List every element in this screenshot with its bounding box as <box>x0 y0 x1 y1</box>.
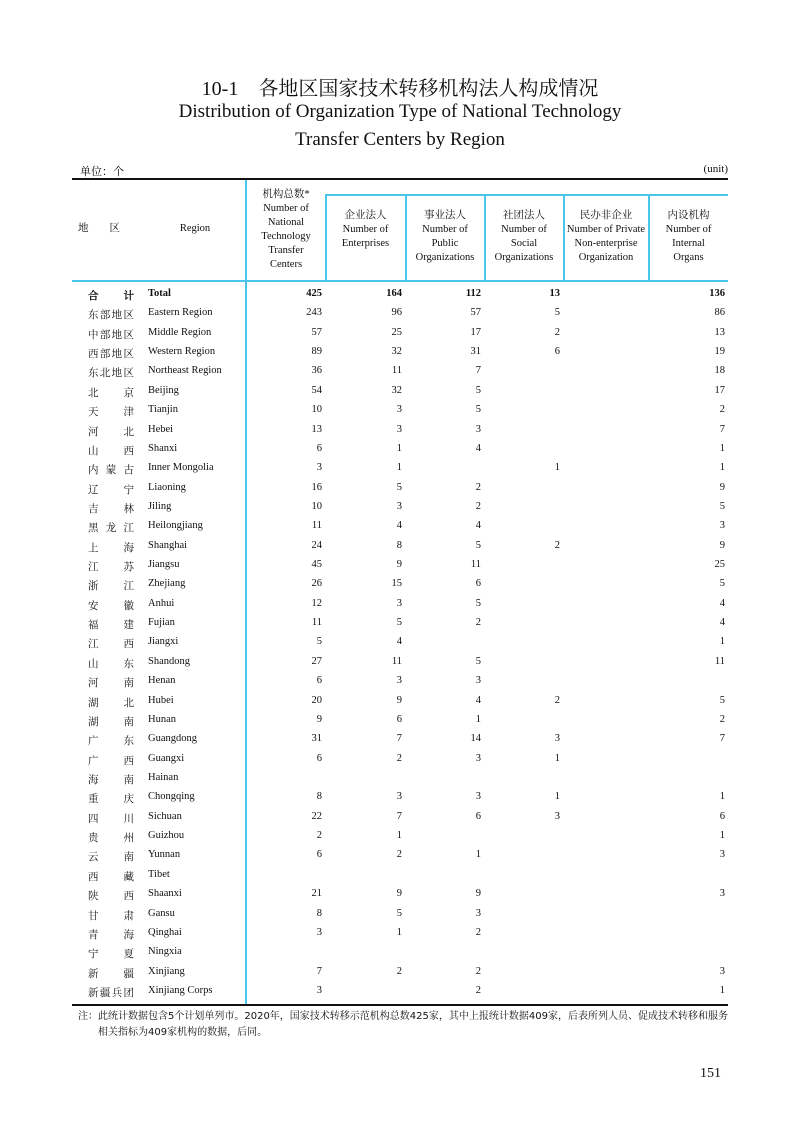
region-en: Chongqing <box>148 791 195 803</box>
region-cn: 江 苏 <box>88 562 134 574</box>
region-cn: 黑龙江 <box>88 523 134 535</box>
region-en: Hainan <box>148 772 179 783</box>
region-cn: 北 京 <box>88 387 134 399</box>
cell-value: 6 <box>475 810 481 822</box>
cell-value: 57 <box>311 326 322 338</box>
cell-value: 2 <box>554 326 560 338</box>
cell-value: 3 <box>719 520 725 532</box>
region-cn: 湖 北 <box>88 697 134 709</box>
cell-value: 13 <box>714 326 725 338</box>
cell-value: 21 <box>311 888 322 900</box>
cell-value: 32 <box>391 346 402 358</box>
cell-value: 4 <box>719 597 725 609</box>
region-cn: 东北地区 <box>88 368 134 380</box>
cell-value: 5 <box>475 655 481 667</box>
cell-value: 1 <box>719 636 725 648</box>
cell-value: 3 <box>554 733 560 745</box>
cell-value: 20 <box>311 694 322 706</box>
table-row <box>0 675 800 694</box>
cell-value: 3 <box>396 423 402 435</box>
table-row <box>0 404 800 423</box>
cell-value: 3 <box>396 791 402 803</box>
table-row <box>0 753 800 772</box>
cell-value: 2 <box>719 713 725 725</box>
cell-value: 1 <box>475 713 481 725</box>
cell-value: 1 <box>719 462 725 474</box>
cell-value: 1 <box>554 462 560 474</box>
table-row <box>0 424 800 443</box>
cell-value: 1 <box>396 462 402 474</box>
header-line: 事业法人 <box>424 210 466 221</box>
cell-value: 1 <box>719 984 725 996</box>
region-cn: 四 川 <box>88 813 134 825</box>
table-row <box>0 307 800 326</box>
table-row <box>0 365 800 384</box>
table-row <box>0 695 800 714</box>
region-en: Shaanxi <box>148 888 182 900</box>
cell-value: 3 <box>475 675 481 687</box>
header-line: Enterprises <box>341 238 390 249</box>
region-en: Ningxia <box>148 946 182 958</box>
table-row <box>0 520 800 539</box>
cell-value: 11 <box>391 655 402 667</box>
region-en: Fujian <box>148 617 175 629</box>
cell-value: 6 <box>396 713 402 725</box>
table-row <box>0 927 800 946</box>
cell-value: 9 <box>719 539 725 551</box>
cell-value: 96 <box>391 307 402 319</box>
table-row <box>0 559 800 578</box>
header-total-line: Centers <box>269 259 303 270</box>
cell-value: 13 <box>311 423 322 435</box>
header-line: Number of Private <box>566 224 646 235</box>
region-cn: 新疆兵团 <box>88 987 134 999</box>
cell-value: 8 <box>316 791 322 803</box>
unit-en: (unit) <box>703 163 728 175</box>
cell-value: 3 <box>719 965 725 977</box>
region-en: Middle Region <box>148 326 212 338</box>
header-total-line: Transfer <box>268 245 304 256</box>
header-total-line: 机构总数* <box>262 189 310 200</box>
region-en: Total <box>148 288 171 299</box>
cell-value: 4 <box>396 636 402 648</box>
region-en: Guangxi <box>148 752 185 764</box>
region-cn: 云 南 <box>88 852 134 864</box>
cell-value: 10 <box>311 404 322 416</box>
cell-value: 3 <box>475 752 481 764</box>
cell-value: 3 <box>475 907 481 919</box>
cell-value: 3 <box>719 849 725 861</box>
region-cn: 海 南 <box>88 775 134 786</box>
cell-value: 1 <box>396 442 402 454</box>
cell-value: 4 <box>719 617 725 629</box>
cell-value: 89 <box>311 346 322 358</box>
table-row <box>0 830 800 849</box>
cell-value: 17 <box>714 384 725 396</box>
region-cn: 河 北 <box>88 426 134 438</box>
header-line: 民办非企业 <box>579 210 633 221</box>
cell-value: 3 <box>316 926 322 938</box>
header-col-4 <box>649 209 728 265</box>
cell-value: 3 <box>316 984 322 996</box>
header-line: Number of <box>342 224 389 235</box>
cell-value: 2 <box>475 965 481 977</box>
region-en: Anhui <box>148 597 175 609</box>
table-row <box>0 443 800 462</box>
cell-value: 9 <box>316 713 322 725</box>
cell-value: 32 <box>391 384 402 396</box>
cell-value: 6 <box>719 810 725 822</box>
cell-value: 2 <box>316 830 322 842</box>
region-cn: 江 西 <box>88 639 134 651</box>
cell-value: 9 <box>396 559 402 571</box>
cell-value: 54 <box>311 384 322 396</box>
cell-value: 425 <box>306 288 322 299</box>
cell-value: 5 <box>475 539 481 551</box>
header-line: Number of <box>501 224 547 235</box>
cell-value: 5 <box>475 384 481 396</box>
header-col-2 <box>485 209 563 265</box>
cell-value: 8 <box>396 539 402 551</box>
cell-value: 5 <box>316 636 322 648</box>
cell-value: 11 <box>714 655 725 667</box>
header-line: 内设机构 <box>667 210 710 221</box>
cell-value: 19 <box>714 346 725 358</box>
cell-value: 5 <box>554 307 560 319</box>
region-en: Hebei <box>148 423 174 435</box>
region-cn: 辽 宁 <box>88 484 134 496</box>
cell-value: 3 <box>396 500 402 512</box>
page-number: 151 <box>700 1066 721 1081</box>
cell-value: 2 <box>475 926 481 938</box>
cell-value: 11 <box>311 520 322 532</box>
table-row <box>0 946 800 965</box>
cell-value: 5 <box>719 694 725 706</box>
header-total-line: National <box>267 217 305 228</box>
table-row <box>0 908 800 927</box>
header-total <box>247 188 325 272</box>
cell-value: 31 <box>470 346 481 358</box>
table-row <box>0 578 800 597</box>
header-line: 社团法人 <box>503 210 545 221</box>
region-en: Guizhou <box>148 830 185 842</box>
cell-value: 5 <box>719 578 725 590</box>
cell-value: 1 <box>719 791 725 803</box>
table-row <box>0 617 800 636</box>
cell-value: 6 <box>316 442 322 454</box>
cell-value: 14 <box>470 733 481 745</box>
cell-value: 7 <box>719 733 725 745</box>
cell-value: 10 <box>311 500 322 512</box>
cell-value: 36 <box>311 365 322 377</box>
cell-value: 4 <box>396 520 402 532</box>
cell-value: 11 <box>391 365 402 377</box>
header-line: Internal <box>672 238 705 249</box>
table-row <box>0 714 800 733</box>
cell-value: 11 <box>311 617 322 629</box>
cell-value: 9 <box>719 481 725 493</box>
region-en: Gansu <box>148 907 175 919</box>
table-row <box>0 772 800 791</box>
cell-value: 3 <box>554 810 560 822</box>
cell-value: 13 <box>549 288 560 299</box>
header-line: 企业法人 <box>344 210 387 221</box>
cell-value: 3 <box>719 888 725 900</box>
cell-value: 6 <box>316 675 322 687</box>
region-en: Inner Mongolia <box>148 462 214 474</box>
cell-value: 1 <box>396 830 402 842</box>
title-en-line2: Transfer Centers by Region <box>295 129 505 150</box>
region-cn: 山 西 <box>88 445 134 457</box>
table-row <box>0 656 800 675</box>
cell-value: 1 <box>719 442 725 454</box>
region-en: Hubei <box>148 694 174 706</box>
region-en: Xinjiang <box>148 965 185 977</box>
region-en: Liaoning <box>148 481 186 493</box>
cell-value: 2 <box>475 984 481 996</box>
cell-value: 17 <box>470 326 481 338</box>
cell-value: 7 <box>396 733 402 745</box>
region-en: Tibet <box>148 868 170 880</box>
header-line: Social <box>510 238 538 249</box>
header-line: Organizations <box>415 252 475 263</box>
region-en: Shandong <box>148 655 190 667</box>
region-cn: 重 庆 <box>88 794 134 806</box>
cell-value: 9 <box>396 694 402 706</box>
region-cn: 新 疆 <box>88 968 134 980</box>
header-line: Organizations <box>494 252 554 263</box>
cell-value: 3 <box>396 597 402 609</box>
region-cn: 西部地区 <box>88 349 134 361</box>
cell-value: 112 <box>465 288 481 299</box>
cell-value: 86 <box>714 307 725 319</box>
header-total-line: Number of <box>263 203 309 214</box>
region-en: Zhejiang <box>148 578 186 590</box>
table-row <box>0 636 800 655</box>
cell-value: 2 <box>554 539 560 551</box>
region-en: Beijing <box>148 384 179 396</box>
region-cn: 广 东 <box>88 736 134 748</box>
cell-value: 2 <box>554 694 560 706</box>
table-row <box>0 985 800 1004</box>
cell-value: 5 <box>396 617 402 629</box>
header-rule <box>72 280 728 282</box>
table-row <box>0 733 800 752</box>
cell-value: 1 <box>554 752 560 764</box>
cell-value: 24 <box>311 539 322 551</box>
region-en: Shanxi <box>148 442 178 454</box>
header-line: Number of <box>422 224 468 235</box>
region-cn: 青 海 <box>88 929 134 941</box>
region-cn: 合 计 <box>88 291 134 302</box>
cell-value: 2 <box>475 481 481 493</box>
region-en: Jiangxi <box>148 636 179 648</box>
region-cn: 安 徽 <box>88 600 134 612</box>
cell-value: 57 <box>470 307 481 319</box>
table-row <box>0 462 800 481</box>
header-col-1 <box>406 209 484 265</box>
header-col-3 <box>564 209 648 265</box>
header-line: Organization <box>578 252 634 263</box>
region-en: Northeast Region <box>148 365 222 377</box>
cell-value: 15 <box>391 578 402 590</box>
table-row <box>0 598 800 617</box>
header-line: Public <box>431 238 459 249</box>
cell-value: 18 <box>714 365 725 377</box>
cell-value: 7 <box>475 365 481 377</box>
cell-value: 2 <box>475 500 481 512</box>
cell-value: 27 <box>311 655 322 667</box>
region-en: Guangdong <box>148 733 197 745</box>
table-row <box>0 966 800 985</box>
region-en: Xinjiang Corps <box>148 984 213 996</box>
cell-value: 2 <box>719 404 725 416</box>
cell-value: 5 <box>475 597 481 609</box>
cell-value: 4 <box>475 520 481 532</box>
table-row <box>0 327 800 346</box>
region-cn: 福 建 <box>88 620 134 632</box>
cell-value: 25 <box>391 326 402 338</box>
cell-value: 4 <box>475 694 481 706</box>
cell-value: 6 <box>554 346 560 358</box>
cell-value: 5 <box>396 907 402 919</box>
cell-value: 4 <box>475 442 481 454</box>
title-cn: 10-1 各地区国家技术转移机构法人构成情况 <box>201 78 599 100</box>
bottom-rule <box>72 1004 728 1006</box>
header-line: Non-enterprise <box>574 238 638 249</box>
region-cn: 河 南 <box>88 678 134 690</box>
table-row <box>0 482 800 501</box>
title-en <box>0 98 800 154</box>
cell-value: 5 <box>719 500 725 512</box>
cell-value: 2 <box>475 617 481 629</box>
region-en: Qinghai <box>148 926 182 938</box>
region-en: Henan <box>148 675 176 687</box>
region-en: Jiling <box>148 500 172 512</box>
table-row <box>0 811 800 830</box>
region-cn: 内蒙古 <box>88 465 134 477</box>
unit-cn: 单位：个 <box>80 166 124 178</box>
region-cn: 甘 肃 <box>88 910 134 922</box>
header-line: Number of <box>665 224 712 235</box>
cell-value: 16 <box>311 481 322 493</box>
region-cn: 湖 南 <box>88 716 134 728</box>
header-total-line: Technology <box>261 231 311 242</box>
cell-value: 26 <box>311 578 322 590</box>
subheader-rule <box>325 194 728 196</box>
region-cn: 中部地区 <box>88 329 134 341</box>
title-en-line1: Distribution of Organization Type of National Technology <box>178 101 622 122</box>
region-en: Sichuan <box>148 810 182 822</box>
table-row <box>0 346 800 365</box>
region-en: Shanghai <box>148 539 188 551</box>
top-rule <box>72 178 728 180</box>
cell-value: 2 <box>396 965 402 977</box>
cell-value: 45 <box>311 559 322 571</box>
cell-value: 164 <box>386 288 402 299</box>
region-cn: 贵 州 <box>88 833 134 845</box>
region-en: Western Region <box>148 346 216 358</box>
cell-value: 2 <box>396 752 402 764</box>
cell-value: 5 <box>475 404 481 416</box>
cell-value: 3 <box>396 675 402 687</box>
cell-value: 3 <box>475 791 481 803</box>
region-cn: 西 藏 <box>88 871 134 883</box>
region-en: Eastern Region <box>148 307 213 319</box>
region-cn: 东部地区 <box>88 310 134 322</box>
header-region-en: Region <box>179 223 211 234</box>
header-col-0 <box>326 209 405 251</box>
cell-value: 7 <box>719 423 725 435</box>
cell-value: 6 <box>316 752 322 764</box>
region-en: Hunan <box>148 713 176 725</box>
region-cn: 广 西 <box>88 755 134 767</box>
header-region-cn: 地 区 <box>78 223 120 234</box>
cell-value: 3 <box>316 462 322 474</box>
cell-value: 11 <box>470 559 481 571</box>
region-cn: 浙 江 <box>88 581 134 593</box>
table-row <box>0 869 800 888</box>
cell-value: 12 <box>311 597 322 609</box>
header-line: Organs <box>673 252 704 263</box>
cell-value: 9 <box>396 888 402 900</box>
cell-value: 1 <box>554 791 560 803</box>
cell-value: 25 <box>714 559 725 571</box>
cell-value: 8 <box>316 907 322 919</box>
region-en: Tianjin <box>148 404 178 416</box>
cell-value: 6 <box>475 578 481 590</box>
table-row <box>0 288 800 307</box>
cell-value: 22 <box>311 810 322 822</box>
table-row <box>0 791 800 810</box>
table-row <box>0 501 800 520</box>
cell-value: 6 <box>316 849 322 861</box>
cell-value: 2 <box>396 849 402 861</box>
table-row <box>0 888 800 907</box>
cell-value: 1 <box>719 830 725 842</box>
cell-value: 31 <box>311 733 322 745</box>
cell-value: 243 <box>306 307 322 319</box>
footnote: 注：此统计数据包含5个计划单列市。2020年，国家技术转移示范机构总数425家，其中上报统计数据409家，后表所列人员、促成技术转移和服务相关指标为409家机构的数据，后同。 <box>78 1011 728 1038</box>
region-en: Jiangsu <box>148 559 180 571</box>
cell-value: 1 <box>396 926 402 938</box>
region-cn: 吉 林 <box>88 503 134 515</box>
cell-value: 7 <box>316 965 322 977</box>
cell-value: 5 <box>396 481 402 493</box>
region-en: Yunnan <box>148 849 181 861</box>
region-cn: 陕 西 <box>88 891 134 903</box>
region-cn: 山 东 <box>88 658 134 670</box>
cell-value: 136 <box>709 288 725 299</box>
table-row <box>0 385 800 404</box>
cell-value: 1 <box>475 849 481 861</box>
table-row <box>0 540 800 559</box>
region-cn: 上 海 <box>88 542 134 554</box>
cell-value: 9 <box>475 888 481 900</box>
region-en: Heilongjiang <box>148 520 203 532</box>
region-cn: 宁 夏 <box>88 949 134 961</box>
cell-value: 3 <box>475 423 481 435</box>
cell-value: 3 <box>396 404 402 416</box>
table-row <box>0 849 800 868</box>
region-cn: 天 津 <box>88 407 134 419</box>
cell-value: 7 <box>396 810 402 822</box>
